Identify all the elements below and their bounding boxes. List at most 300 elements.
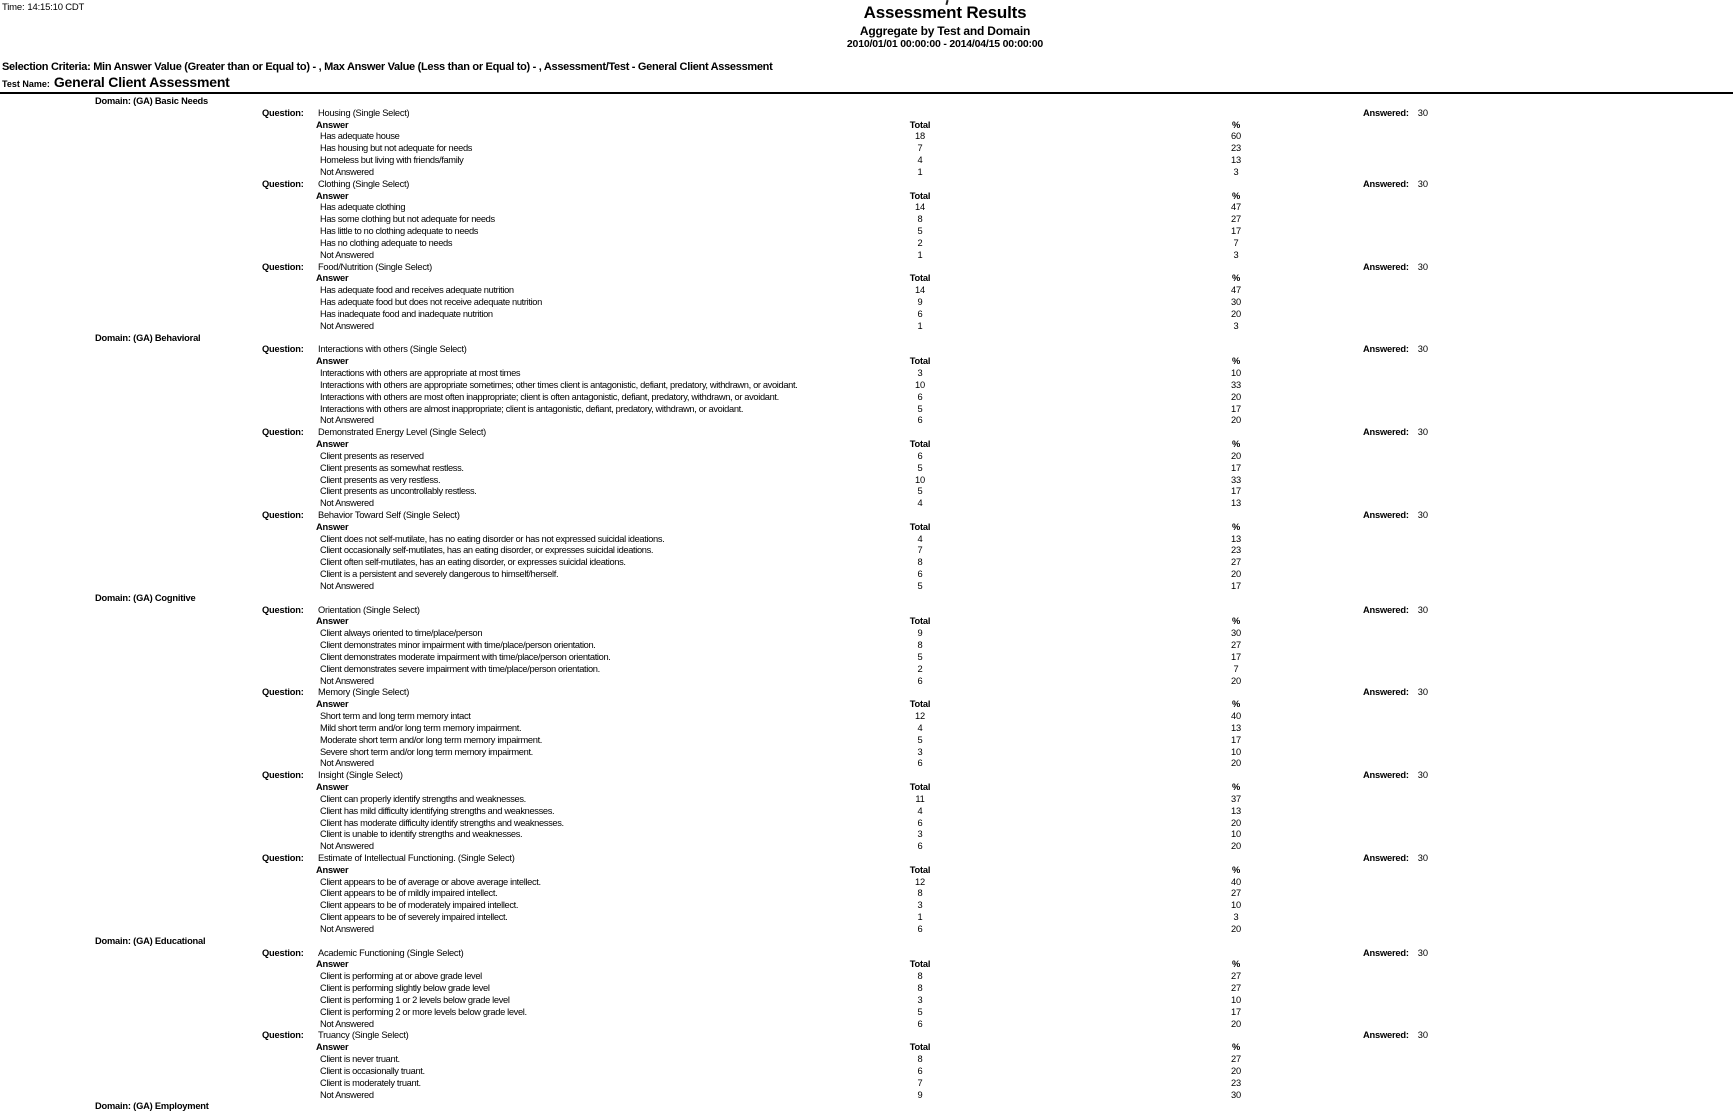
answered-badge <box>1363 770 1428 782</box>
question-label: Question: <box>262 947 304 958</box>
answered-value: 30 <box>1417 427 1429 438</box>
domain-title: Domain: (GA) Employment <box>95 1101 209 1112</box>
answered-value: 30 <box>1417 770 1429 781</box>
answer-row <box>0 1054 1733 1066</box>
answer-text: Client appears to be of average or above average intellect. <box>320 876 541 887</box>
answered-value: 30 <box>1417 107 1429 118</box>
total-column-header: Total <box>909 959 931 970</box>
percent-value: 30 <box>1231 297 1241 308</box>
total-column-header: Total <box>909 439 931 450</box>
answer-header-row <box>0 522 1733 534</box>
report-header <box>445 3 1445 50</box>
answered-badge <box>1363 262 1428 274</box>
percent-value: 47 <box>1231 202 1241 213</box>
answer-row <box>0 829 1733 841</box>
answer-text: Client does not self-mutilate, has no eating disorder or has not expressed suicidal ideations. <box>320 533 665 544</box>
total-value: 6 <box>917 923 923 934</box>
report-body <box>0 96 1733 1113</box>
answer-row <box>0 818 1733 830</box>
total-value: 4 <box>917 722 923 733</box>
answer-row <box>0 321 1733 333</box>
total-value: 6 <box>917 1065 923 1076</box>
percent-value: 33 <box>1231 474 1241 485</box>
percent-value: 30 <box>1231 628 1241 639</box>
answer-row <box>0 250 1733 262</box>
answer-text: Has housing but not adequate for needs <box>320 143 473 154</box>
answered-value: 30 <box>1417 344 1429 355</box>
answer-text: Has no clothing adequate to needs <box>320 237 453 248</box>
percent-column-header: % <box>1231 699 1241 710</box>
answer-row <box>0 723 1733 735</box>
total-value: 8 <box>917 983 923 994</box>
answer-row <box>0 924 1733 936</box>
answer-text: Client has moderate difficulty identify strengths and weaknesses. <box>320 817 564 828</box>
answered-badge <box>1363 427 1428 439</box>
answer-text: Client is a persistent and severely dangerous to himself/herself. <box>320 569 559 580</box>
percent-value: 40 <box>1231 876 1241 887</box>
answered-label: Answered: <box>1363 509 1409 520</box>
percent-value: 20 <box>1231 923 1241 934</box>
total-value: 9 <box>917 1089 923 1100</box>
answer-column-header: Answer <box>316 959 349 970</box>
report-time <box>2 2 84 13</box>
answer-text: Not Answered <box>320 166 374 177</box>
question-label: Question: <box>262 178 304 189</box>
question-text: Interactions with others (Single Select) <box>318 344 467 355</box>
question-row <box>0 687 1733 699</box>
domain-title: Domain: (GA) Educational <box>95 935 206 946</box>
question-row <box>0 344 1733 356</box>
percent-value: 20 <box>1231 391 1241 402</box>
answer-column-header: Answer <box>316 782 349 793</box>
answer-column-header: Answer <box>316 273 349 284</box>
answer-row <box>0 392 1733 404</box>
answer-text: Client is occasionally truant. <box>320 1065 425 1076</box>
percent-value: 7 <box>1233 663 1239 674</box>
domain-title: Domain: (GA) Cognitive <box>95 592 196 603</box>
total-value: 6 <box>917 1018 923 1029</box>
domain-row <box>0 333 1733 345</box>
percent-value: 27 <box>1231 1054 1241 1065</box>
percent-value: 10 <box>1231 829 1241 840</box>
answer-row <box>0 238 1733 250</box>
question-label: Question: <box>262 107 304 118</box>
percent-column-header: % <box>1231 616 1241 627</box>
answer-text: Not Answered <box>320 498 374 509</box>
answer-row <box>0 995 1733 1007</box>
answer-row <box>0 297 1733 309</box>
total-column-header: Total <box>909 1042 931 1053</box>
answer-row <box>0 285 1733 297</box>
question-label: Question: <box>262 344 304 355</box>
answer-text: Client appears to be of severely impaired intellect. <box>320 912 508 923</box>
answer-text: Client appears to be of moderately impaired intellect. <box>320 900 519 911</box>
question-row <box>0 262 1733 274</box>
total-value: 5 <box>917 1006 923 1017</box>
answer-header-row <box>0 439 1733 451</box>
percent-value: 17 <box>1231 580 1241 591</box>
answer-text: Has adequate food but does not receive adequate nutrition <box>320 297 542 308</box>
answer-text: Client occasionally self-mutilates, has an eating disorder, or expresses suicidal ideations. <box>320 545 654 556</box>
percent-value: 20 <box>1231 1065 1241 1076</box>
answer-header-row <box>0 1042 1733 1054</box>
answer-row <box>0 841 1733 853</box>
answer-row <box>0 664 1733 676</box>
answer-row <box>0 652 1733 664</box>
total-value: 6 <box>917 415 923 426</box>
answer-column-header: Answer <box>316 864 349 875</box>
answer-text: Client presents as reserved <box>320 450 424 461</box>
answer-row <box>0 877 1733 889</box>
total-column-header: Total <box>909 521 931 532</box>
total-value: 4 <box>917 498 923 509</box>
question-text: Estimate of Intellectual Functioning. (Single Select) <box>318 853 515 863</box>
answered-badge <box>1363 948 1428 960</box>
answer-row <box>0 475 1733 487</box>
answered-badge <box>1363 510 1428 522</box>
percent-value: 27 <box>1231 971 1241 982</box>
total-value: 3 <box>917 829 923 840</box>
answer-row <box>0 888 1733 900</box>
percent-value: 20 <box>1231 758 1241 769</box>
total-value: 5 <box>917 651 923 662</box>
total-value: 7 <box>917 545 923 556</box>
answered-badge <box>1363 1030 1428 1042</box>
answer-row <box>0 900 1733 912</box>
percent-value: 33 <box>1231 379 1241 390</box>
percent-value: 20 <box>1231 569 1241 580</box>
answered-label: Answered: <box>1363 770 1409 781</box>
answer-row <box>0 912 1733 924</box>
answer-text: Client presents as somewhat restless. <box>320 462 464 473</box>
total-value: 9 <box>917 628 923 639</box>
answer-text: Client is performing at or above grade level <box>320 971 482 982</box>
answer-row <box>0 214 1733 226</box>
total-value: 7 <box>917 143 923 154</box>
percent-column-header: % <box>1231 190 1241 201</box>
answer-row <box>0 640 1733 652</box>
total-value: 2 <box>917 237 923 248</box>
total-value: 5 <box>917 580 923 591</box>
percent-value: 27 <box>1231 214 1241 225</box>
answer-text: Has adequate food and receives adequate nutrition <box>320 285 514 296</box>
answer-text: Client is moderately truant. <box>320 1077 421 1088</box>
answer-text: Moderate short term and/or long term memory impairment. <box>320 734 543 745</box>
answered-badge <box>1363 687 1428 699</box>
answer-text: Severe short term and/or long term memory impairment. <box>320 746 533 757</box>
answered-label: Answered: <box>1363 261 1409 272</box>
answer-text: Short term and long term memory intact <box>320 711 471 722</box>
question-row <box>0 427 1733 439</box>
total-value: 8 <box>917 971 923 982</box>
answer-row <box>0 735 1733 747</box>
percent-value: 47 <box>1231 285 1241 296</box>
percent-value: 20 <box>1231 1018 1241 1029</box>
answer-text: Client is performing 2 or more levels below grade level. <box>320 1006 527 1017</box>
answered-badge <box>1363 179 1428 191</box>
answer-row <box>0 404 1733 416</box>
percent-value: 20 <box>1231 675 1241 686</box>
question-label: Question: <box>262 261 304 272</box>
answer-row <box>0 131 1733 143</box>
percent-value: 27 <box>1231 557 1241 568</box>
total-column-header: Total <box>909 782 931 793</box>
answer-text: Not Answered <box>320 415 374 426</box>
question-text: Orientation (Single Select) <box>318 604 420 615</box>
test-name-row <box>2 74 230 92</box>
time-label: Time: <box>2 2 25 13</box>
question-row <box>0 853 1733 865</box>
percent-value: 13 <box>1231 533 1241 544</box>
total-value: 6 <box>917 569 923 580</box>
percent-value: 20 <box>1231 415 1241 426</box>
answered-label: Answered: <box>1363 687 1409 698</box>
percent-value: 60 <box>1231 131 1241 142</box>
answer-column-header: Answer <box>316 699 349 710</box>
percent-value: 17 <box>1231 734 1241 745</box>
total-column-header: Total <box>909 699 931 710</box>
answer-column-header: Answer <box>316 119 349 130</box>
percent-value: 27 <box>1231 888 1241 899</box>
question-text: Memory (Single Select) <box>318 687 410 698</box>
answer-header-row <box>0 959 1733 971</box>
question-label: Question: <box>262 770 304 781</box>
answer-row <box>0 747 1733 759</box>
answer-row <box>0 971 1733 983</box>
percent-value: 3 <box>1233 320 1239 331</box>
answered-value: 30 <box>1417 509 1429 520</box>
answer-row <box>0 226 1733 238</box>
percent-value: 17 <box>1231 1006 1241 1017</box>
percent-value: 17 <box>1231 403 1241 414</box>
answer-text: Has little to no clothing adequate to needs <box>320 226 479 237</box>
total-value: 5 <box>917 486 923 497</box>
domain-row <box>0 96 1733 108</box>
answered-value: 30 <box>1417 604 1429 615</box>
answered-label: Answered: <box>1363 853 1409 863</box>
answer-row <box>0 143 1733 155</box>
question-label: Question: <box>262 853 304 863</box>
answered-value: 30 <box>1417 1030 1429 1041</box>
total-value: 10 <box>915 379 925 390</box>
answer-text: Client demonstrates minor impairment with time/place/person orientation. <box>320 640 596 651</box>
answer-text: Has adequate house <box>320 131 400 142</box>
total-value: 5 <box>917 226 923 237</box>
answer-header-row <box>0 782 1733 794</box>
question-row <box>0 1030 1733 1042</box>
answer-column-header: Answer <box>316 439 349 450</box>
answer-row <box>0 155 1733 167</box>
percent-value: 20 <box>1231 308 1241 319</box>
percent-column-header: % <box>1231 273 1241 284</box>
answer-row <box>0 202 1733 214</box>
percent-value: 23 <box>1231 143 1241 154</box>
question-text: Behavior Toward Self (Single Select) <box>318 509 460 520</box>
total-value: 6 <box>917 450 923 461</box>
total-value: 12 <box>915 876 925 887</box>
answer-column-header: Answer <box>316 521 349 532</box>
test-name-label: Test Name: <box>2 79 50 89</box>
answer-text: Not Answered <box>320 675 374 686</box>
total-value: 14 <box>915 285 925 296</box>
question-text: Insight (Single Select) <box>318 770 403 781</box>
percent-value: 3 <box>1233 166 1239 177</box>
total-value: 8 <box>917 640 923 651</box>
answer-header-row <box>0 616 1733 628</box>
header-divider <box>0 92 1733 94</box>
total-value: 2 <box>917 663 923 674</box>
answer-row <box>0 1090 1733 1102</box>
total-value: 12 <box>915 711 925 722</box>
answer-text: Client is never truant. <box>320 1054 400 1065</box>
answer-header-row <box>0 273 1733 285</box>
percent-value: 17 <box>1231 486 1241 497</box>
answer-row <box>0 486 1733 498</box>
percent-value: 23 <box>1231 545 1241 556</box>
answer-row <box>0 463 1733 475</box>
answer-row <box>0 628 1733 640</box>
answer-row <box>0 309 1733 321</box>
answered-label: Answered: <box>1363 178 1409 189</box>
percent-value: 23 <box>1231 1077 1241 1088</box>
question-label: Question: <box>262 687 304 698</box>
answer-row <box>0 545 1733 557</box>
percent-value: 13 <box>1231 722 1241 733</box>
answer-row <box>0 794 1733 806</box>
total-column-header: Total <box>909 273 931 284</box>
percent-value: 10 <box>1231 368 1241 379</box>
answer-text: Client is performing 1 or 2 levels below grade level <box>320 994 510 1005</box>
percent-column-header: % <box>1231 356 1241 367</box>
answer-row <box>0 711 1733 723</box>
question-label: Question: <box>262 1030 304 1041</box>
question-text: Food/Nutrition (Single Select) <box>318 261 432 272</box>
total-value: 4 <box>917 155 923 166</box>
answer-header-row <box>0 191 1733 203</box>
answer-text: Client appears to be of mildly impaired intellect. <box>320 888 498 899</box>
percent-column-header: % <box>1231 439 1241 450</box>
answer-text: Not Answered <box>320 841 374 852</box>
total-value: 9 <box>917 297 923 308</box>
page-title: Assessment Results <box>863 3 1027 22</box>
answer-row <box>0 415 1733 427</box>
time-value: 14:15:10 CDT <box>27 2 85 13</box>
total-column-header: Total <box>909 864 931 875</box>
answer-column-header: Answer <box>316 356 349 367</box>
domain-title: Domain: (GA) Basic Needs <box>95 96 208 106</box>
question-row <box>0 179 1733 191</box>
answer-row <box>0 167 1733 179</box>
total-value: 5 <box>917 462 923 473</box>
answered-value: 30 <box>1417 853 1429 863</box>
date-range: 2010/01/01 00:00:00 - 2014/04/15 00:00:00 <box>846 38 1044 50</box>
answer-text: Client often self-mutilates, has an eating disorder, or expresses suicidal ideations. <box>320 557 626 568</box>
answer-text: Has some clothing but not adequate for needs <box>320 214 495 225</box>
answered-label: Answered: <box>1363 1030 1409 1041</box>
answer-row <box>0 557 1733 569</box>
question-label: Question: <box>262 427 304 438</box>
answer-row <box>0 1078 1733 1090</box>
answered-label: Answered: <box>1363 947 1409 958</box>
total-value: 18 <box>915 131 925 142</box>
total-value: 6 <box>917 675 923 686</box>
answer-text: Client demonstrates moderate impairment with time/place/person orientation. <box>320 651 611 662</box>
percent-value: 10 <box>1231 900 1241 911</box>
percent-column-header: % <box>1231 119 1241 130</box>
percent-value: 7 <box>1233 237 1239 248</box>
percent-column-header: % <box>1231 959 1241 970</box>
total-value: 1 <box>917 166 923 177</box>
total-value: 8 <box>917 214 923 225</box>
total-value: 3 <box>917 994 923 1005</box>
answer-text: Client demonstrates severe impairment with time/place/person orientation. <box>320 663 600 674</box>
question-row <box>0 108 1733 120</box>
answer-text: Not Answered <box>320 1018 374 1029</box>
question-row <box>0 948 1733 960</box>
answer-row <box>0 676 1733 688</box>
answer-text: Mild short term and/or long term memory impairment. <box>320 722 522 733</box>
total-column-header: Total <box>909 190 931 201</box>
percent-column-header: % <box>1231 1042 1241 1053</box>
answer-row <box>0 1066 1733 1078</box>
answer-text: Not Answered <box>320 249 374 260</box>
report-subtitle: Aggregate by Test and Domain <box>859 24 1031 38</box>
answer-header-row <box>0 356 1733 368</box>
percent-value: 3 <box>1233 249 1239 260</box>
total-value: 3 <box>917 900 923 911</box>
answer-row <box>0 806 1733 818</box>
total-value: 11 <box>915 793 925 804</box>
question-row <box>0 770 1733 782</box>
answer-text: Interactions with others are appropriate sometimes; other times client is antagonistic, defiant, predatory, withdrawn, or avoidant. <box>320 379 798 390</box>
total-value: 5 <box>917 403 923 414</box>
percent-value: 3 <box>1233 912 1239 923</box>
answer-row <box>0 1019 1733 1031</box>
answer-row <box>0 368 1733 380</box>
answer-text: Not Answered <box>320 758 374 769</box>
answer-text: Client presents as uncontrollably restless. <box>320 486 477 497</box>
percent-value: 17 <box>1231 226 1241 237</box>
percent-value: 30 <box>1231 1089 1241 1100</box>
percent-value: 40 <box>1231 711 1241 722</box>
answer-column-header: Answer <box>316 190 349 201</box>
answer-text: Client has mild difficulty identifying strengths and weaknesses. <box>320 805 555 816</box>
answer-text: Interactions with others are most often inappropriate; client is often antagonistic, defiant, predatory, withdrawn, or avoidant. <box>320 391 779 402</box>
question-label: Question: <box>262 604 304 615</box>
total-value: 3 <box>917 746 923 757</box>
question-label: Question: <box>262 509 304 520</box>
answer-text: Not Answered <box>320 580 374 591</box>
answered-label: Answered: <box>1363 604 1409 615</box>
answered-value: 30 <box>1417 178 1429 189</box>
percent-value: 13 <box>1231 498 1241 509</box>
domain-row <box>0 936 1733 948</box>
answer-column-header: Answer <box>316 616 349 627</box>
percent-value: 10 <box>1231 994 1241 1005</box>
total-value: 1 <box>917 249 923 260</box>
question-text: Academic Functioning (Single Select) <box>318 947 464 958</box>
question-text: Truancy (Single Select) <box>318 1030 409 1041</box>
answer-text: Interactions with others are almost inappropriate; client is antagonistic, defiant, predatory, withdrawn, or avoidant. <box>320 403 744 414</box>
answer-text: Client always oriented to time/place/person <box>320 628 483 639</box>
question-row <box>0 605 1733 617</box>
total-column-header: Total <box>909 119 931 130</box>
total-value: 7 <box>917 1077 923 1088</box>
percent-value: 20 <box>1231 450 1241 461</box>
percent-value: 20 <box>1231 841 1241 852</box>
answer-row <box>0 498 1733 510</box>
question-text: Demonstrated Energy Level (Single Select) <box>318 427 487 438</box>
